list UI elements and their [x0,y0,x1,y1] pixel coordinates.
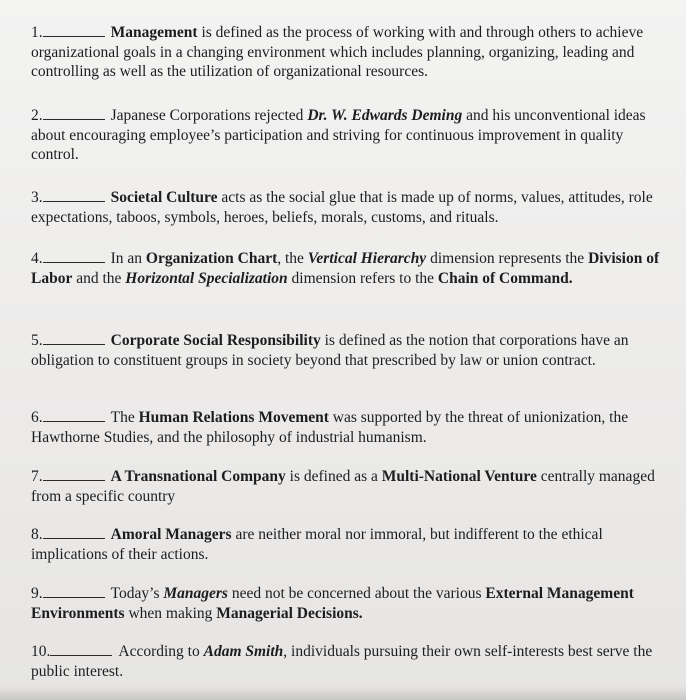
question-4 [31,248,661,288]
emphasized-term: Chain of Command. [437,269,573,287]
emphasized-term: External Management Environments [31,585,634,622]
question-text: The [110,409,139,426]
question-text: and the [72,269,126,287]
question-number: 7. [31,468,43,485]
question-text: According to [118,643,204,660]
answer-blank[interactable] [50,641,112,656]
question-number: 2. [31,107,43,124]
question-text: was supported by the threat of unionization, the Hawthorne Studies, and the philosophy of industrial humanism. [31,409,629,446]
question-number: 1. [31,24,43,41]
emphasized-term: Vertical Hierarchy [307,250,427,267]
emphasized-term: Horizontal Specialization [125,269,288,287]
question-10 [31,641,661,681]
question-number: 10. [31,643,51,660]
question-text: is defined as the process of working with and through others to achieve organizational goals in a changing environment which includes planning, organizing, leading and controlling as well as the utilization of organizational resources. [31,24,644,80]
emphasized-term: Multi-National Venture [381,468,537,485]
emphasized-term: Human Relations Movement [138,409,329,426]
question-text: when making [124,604,217,622]
emphasized-term: Dr. W. Edwards Deming [307,107,463,124]
question-3 [31,187,661,227]
emphasized-term: Amoral Managers [110,526,232,543]
question-text: need not be concerned about the various [227,585,486,602]
answer-blank[interactable] [43,248,105,263]
emphasized-term: Adam Smith [203,643,284,660]
emphasized-term: Societal Culture [110,189,218,206]
question-text: is defined as the notion that corporations have an obligation to constituent groups in society beyond that prescribed by law or union contract. [31,332,629,369]
question-number: 3. [31,189,43,206]
emphasized-term: Organization Chart [145,250,278,267]
question-text: Today’s [110,585,164,602]
answer-blank[interactable] [43,407,105,422]
answer-blank[interactable] [43,187,105,202]
question-text: , individuals pursuing their own self-interests best serve the public interest. [31,643,653,680]
question-text: dimension refers to the [287,269,438,287]
answer-blank[interactable] [43,466,105,481]
question-number: 9. [31,585,43,602]
question-2 [31,105,661,165]
question-8 [31,524,661,564]
answer-blank[interactable] [43,524,105,539]
question-text: , the [277,250,308,267]
question-text: and his unconventional ideas about encouraging employee’s participation and striving for continuous improvement in quality control. [31,107,646,163]
emphasized-term: Corporate Social Responsibility [110,332,321,349]
question-text: is defined as a [285,468,382,485]
answer-blank[interactable] [43,22,105,37]
question-number: 6. [31,409,43,426]
question-1 [31,22,661,82]
question-text: are neither moral nor immoral, but indifferent to the ethical implications of their actions. [31,526,603,563]
question-text: centrally managed from a specific country [31,468,655,505]
question-number: 5. [31,332,43,349]
emphasized-term: Management [110,24,198,41]
answer-blank[interactable] [43,330,105,345]
emphasized-term: A Transnational Company [110,468,286,485]
answer-blank[interactable] [43,105,105,120]
question-number: 8. [31,526,43,543]
emphasized-term: Managerial Decisions. [216,604,363,622]
emphasized-term: Division of Labor [31,250,660,287]
question-text: acts as the social glue that is made up of norms, values, attitudes, role expectations, taboos, symbols, heroes, beliefs, morals, customs, and rituals. [31,189,653,226]
answer-blank[interactable] [43,583,105,598]
question-text: In an [110,250,146,267]
question-9 [31,583,661,623]
question-5 [31,330,661,370]
question-7 [31,466,661,506]
question-text: Japanese Corporations rejected [110,107,308,124]
question-text: dimension represents the [426,250,589,267]
question-6 [31,407,661,447]
question-number: 4. [31,250,43,267]
emphasized-term: Managers [163,585,228,602]
